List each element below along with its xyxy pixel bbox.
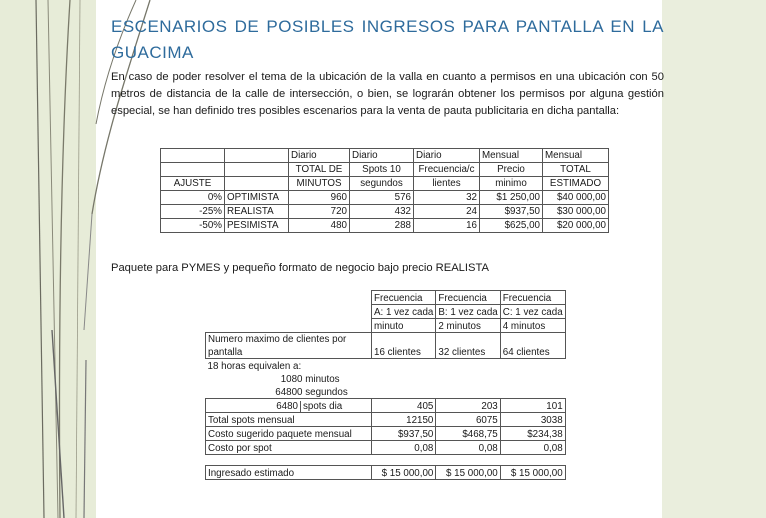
header-cell: C: 1 vez cada <box>500 305 565 319</box>
minutos-cell: 480 <box>289 219 350 233</box>
header-cell: A: 1 vez cada <box>372 305 436 319</box>
header-cell: minimo <box>480 177 543 191</box>
minutos-cell: 720 <box>289 205 350 219</box>
seconds-unit: segundos <box>305 387 348 398</box>
table-row <box>206 413 566 427</box>
table-row <box>206 466 566 480</box>
intro-paragraph: En caso de poder resolver el tema de la ubicación de la valla en cuanto a permisos en una ubicación con 50 metros de distancia de la calle de intersección, o bien, se lograrán obtener los permisos por alguna gestión especial, se han definido tres posibles escenarios para la venta de pauta publicitaria en dicha pantalla: <box>111 71 664 117</box>
table-header-row <box>206 291 566 305</box>
document-page <box>108 0 666 518</box>
table-row <box>206 427 566 441</box>
table-header-row <box>161 177 609 191</box>
costo-sugerido-cell: $468,75 <box>436 427 500 441</box>
row-label: Total spots mensual <box>206 413 372 427</box>
scenario-cell: REALISTA <box>225 205 289 219</box>
spots-dia-cell: 203 <box>436 399 500 413</box>
table-header-row <box>206 305 566 319</box>
total-cell: $40 000,00 <box>543 191 609 205</box>
header-cell: Mensual <box>543 149 609 163</box>
header-cell: Diario <box>414 149 480 163</box>
package-subtitle: Paquete para PYMES y pequeño formato de negocio bajo precio REALISTA <box>111 262 489 274</box>
minutes-unit: minutos <box>305 374 340 385</box>
header-cell: TOTAL <box>543 163 609 177</box>
seconds-line <box>206 385 372 399</box>
total-spots-cell: 3038 <box>500 413 565 427</box>
costo-sugerido-cell: $937,50 <box>372 427 436 441</box>
header-cell: Diario <box>350 149 414 163</box>
row-label: Costo por spot <box>206 441 372 455</box>
total-cell: $30 000,00 <box>543 205 609 219</box>
header-cell: AJUSTE <box>161 177 225 191</box>
clients-cell: 64 clientes <box>500 345 565 359</box>
ingresado-cell: $ 15 000,00 <box>500 466 565 480</box>
costo-sugerido-cell: $234,38 <box>500 427 565 441</box>
header-cell: Frecuencia <box>500 291 565 305</box>
ajuste-cell: -25% <box>161 205 225 219</box>
ingresado-cell: $ 15 000,00 <box>372 466 436 480</box>
minutes-value: 1080 <box>280 374 303 385</box>
table-row <box>161 191 609 205</box>
spots-value: 6480 <box>206 401 301 412</box>
table-row <box>206 385 566 399</box>
table-row <box>161 219 609 233</box>
header-cell: Frecuencia <box>372 291 436 305</box>
document-title: ESCENARIOS DE POSIBLES INGRESOS PARA PANTALLA EN LA GUACIMA <box>111 17 664 62</box>
costo-spot-cell: 0,08 <box>436 441 500 455</box>
table-header-row <box>161 163 609 177</box>
spots-cell: 288 <box>350 219 414 233</box>
frecuencia-cell: 16 <box>414 219 480 233</box>
header-cell: ESTIMADO <box>543 177 609 191</box>
costo-spot-cell: 0,08 <box>372 441 436 455</box>
package-table <box>205 290 566 480</box>
clients-cell: 16 clientes <box>372 345 436 359</box>
hours-label: 18 horas equivalen a: <box>207 361 302 372</box>
total-spots-cell: 6075 <box>436 413 500 427</box>
spots-cell: 576 <box>350 191 414 205</box>
header-cell: Mensual <box>480 149 543 163</box>
header-cell: 2 minutos <box>436 319 500 333</box>
header-cell: lientes <box>414 177 480 191</box>
header-cell: MINUTOS <box>289 177 350 191</box>
costo-spot-cell: 0,08 <box>500 441 565 455</box>
ajuste-cell: -50% <box>161 219 225 233</box>
scenario-cell: OPTIMISTA <box>225 191 289 205</box>
scenario-cell: PESIMISTA <box>225 219 289 233</box>
header-cell: Precio <box>480 163 543 177</box>
header-cell: Diario <box>289 149 350 163</box>
table-header-row <box>206 319 566 333</box>
table-row <box>206 372 566 385</box>
table-row <box>206 333 566 346</box>
header-cell: B: 1 vez cada <box>436 305 500 319</box>
header-cell: 4 minutos <box>500 319 565 333</box>
row-label: Numero maximo de clientes por <box>206 333 372 346</box>
table-header-row <box>161 149 609 163</box>
ajuste-cell: 0% <box>161 191 225 205</box>
header-cell: Spots 10 <box>350 163 414 177</box>
header-cell: Frecuencia <box>436 291 500 305</box>
frecuencia-cell: 24 <box>414 205 480 219</box>
header-cell: TOTAL DE <box>289 163 350 177</box>
spots-dia-cell: 101 <box>500 399 565 413</box>
total-cell: $20 000,00 <box>543 219 609 233</box>
row-label: pantalla <box>206 345 372 359</box>
minutos-cell: 960 <box>289 191 350 205</box>
clients-cell: 32 clientes <box>436 345 500 359</box>
precio-cell: $625,00 <box>480 219 543 233</box>
table-row <box>161 205 609 219</box>
table-row <box>206 399 566 413</box>
spots-unit: spots dia <box>303 401 343 412</box>
ingresado-cell: $ 15 000,00 <box>436 466 500 480</box>
minutes-line <box>206 372 372 385</box>
table-row <box>206 441 566 455</box>
row-label: Ingresado estimado <box>206 466 372 480</box>
precio-cell: $937,50 <box>480 205 543 219</box>
spots-line <box>206 399 372 413</box>
frecuencia-cell: 32 <box>414 191 480 205</box>
table-row <box>206 359 566 373</box>
spots-dia-cell: 405 <box>372 399 436 413</box>
header-cell: Frecuencia/c <box>414 163 480 177</box>
seconds-value: 64800 <box>275 387 303 398</box>
header-cell: minuto <box>372 319 436 333</box>
total-spots-cell: 12150 <box>372 413 436 427</box>
table-row <box>206 345 566 359</box>
header-cell: segundos <box>350 177 414 191</box>
precio-cell: $1 250,00 <box>480 191 543 205</box>
spots-cell: 432 <box>350 205 414 219</box>
row-label: Costo sugerido paquete mensual <box>206 427 372 441</box>
scenarios-table <box>160 148 609 233</box>
